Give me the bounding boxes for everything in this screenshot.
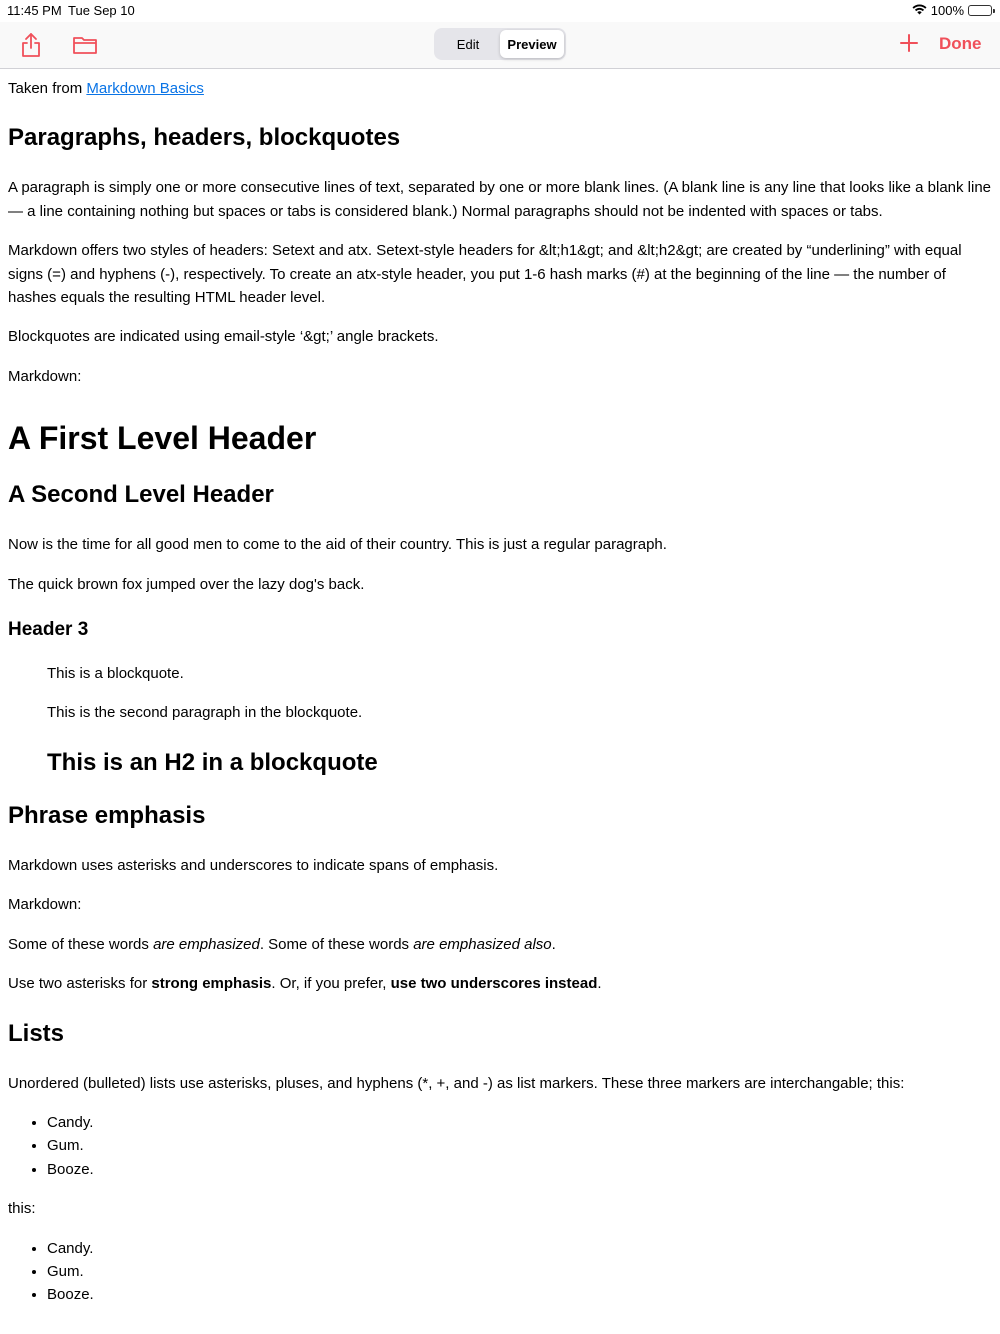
text-span: . Some of these words [259, 935, 414, 953]
heading-first-level: A First Level Header [8, 420, 317, 457]
segment-edit[interactable]: Edit [456, 36, 480, 52]
toolbar [0, 22, 1000, 69]
intro-paragraph [8, 77, 992, 100]
blockquote-paragraph: This is the second paragraph in the blockquote. [47, 704, 363, 722]
list-item: • Booze. [47, 1283, 992, 1306]
markdown-preview [8, 68, 992, 1323]
paragraph: Markdown: [8, 896, 82, 914]
share-icon[interactable] [16, 30, 46, 60]
list-item: • Gum. [47, 1134, 992, 1157]
status-date: Tue Sep 10 [68, 3, 135, 18]
list-item: • Candy. [47, 1237, 992, 1260]
markdown-basics-link[interactable]: Markdown Basics [86, 80, 204, 97]
battery-icon [968, 5, 992, 16]
list-item: • Booze. [47, 1158, 992, 1181]
blockquote-heading: This is an H2 in a blockquote [47, 748, 378, 776]
add-icon[interactable] [897, 31, 921, 55]
heading-phrase-emphasis: Phrase emphasis [8, 801, 206, 829]
status-time: 11:45 PM [7, 3, 62, 18]
strong-text: use two underscores instead [390, 975, 598, 993]
list-item: • Gum. [47, 1260, 992, 1283]
paragraph: this: [8, 1200, 36, 1218]
list-item: • Candy. [47, 1111, 992, 1134]
heading-third-level: Header 3 [8, 619, 89, 641]
heading-paragraphs: Paragraphs, headers, blockquotes [8, 124, 401, 152]
text-span: . [551, 935, 556, 953]
blockquote-paragraph: This is a blockquote. [47, 665, 184, 683]
paragraph: The quick brown fox jumped over the lazy dog's back. [8, 575, 365, 593]
segment-preview[interactable]: Preview [500, 30, 564, 58]
strong-paragraph [8, 972, 992, 995]
paragraph: Markdown: [8, 367, 82, 385]
folder-icon[interactable] [70, 30, 100, 60]
paragraph: Now is the time for all good men to come to the aid of their country. This is just a regular paragraph. [8, 536, 667, 554]
text-span: Use two asterisks for [8, 975, 152, 993]
text-span: . [597, 975, 602, 993]
paragraph: A paragraph is simply one or more consecutive lines of text, separated by one or more blank lines. (A blank line is any line that looks like a blank line — a line containing nothing but spaces or tabs is considered blank.) Normal paragraphs should not be indented with spaces or tabs. [8, 179, 992, 220]
paragraph: Unordered (bulleted) lists use asterisks, pluses, and hyphens (*, +, and -) as list markers. These three markers are interchangable; this: [8, 1074, 905, 1092]
battery-percent: 100% [930, 3, 964, 18]
heading-lists: Lists [8, 1019, 65, 1047]
bulleted-list [8, 1237, 992, 1307]
edit-preview-segmented-control [434, 28, 566, 60]
heading-second-level: A Second Level Header [8, 481, 274, 509]
emphasized-text: are emphasized [153, 935, 260, 953]
strong-text: strong emphasis [151, 975, 272, 993]
emphasis-paragraph [8, 933, 992, 956]
status-bar [0, 0, 1000, 22]
paragraph: Markdown uses asterisks and underscores to indicate spans of emphasis. [8, 856, 499, 874]
blockquote [47, 662, 992, 778]
text-span: Some of these words [8, 935, 154, 953]
status-right [912, 3, 992, 18]
paragraph: Blockquotes are indicated using email-style ‘&gt;’ angle brackets. [8, 328, 439, 346]
done-button[interactable]: Done [939, 34, 982, 53]
text-span: . Or, if you prefer, [271, 975, 391, 993]
wifi-icon [912, 3, 927, 18]
bulleted-list [8, 1111, 992, 1181]
intro-prefix: Taken from [8, 80, 87, 97]
emphasized-text: are emphasized also [413, 935, 552, 953]
paragraph: Markdown offers two styles of headers: Setext and atx. Setext-style headers for &lt;h1&gt; and &lt;h2&gt; are created by “underlining” with equal signs (=) and hyphens (-), respectively. To create an atx-style header, you put 1-6 hash marks (#) at the beginning of the line — the number of hashes equals the resulting HTML header level. [8, 242, 962, 307]
